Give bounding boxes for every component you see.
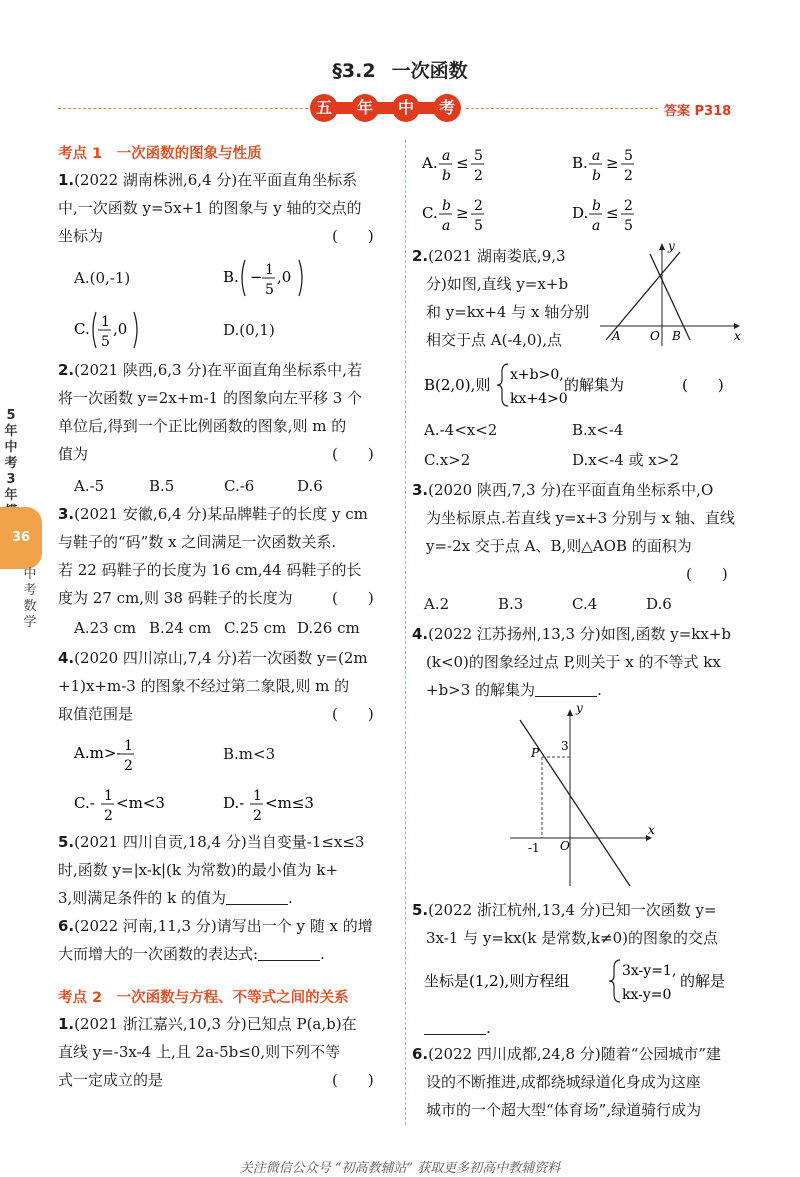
question-line: 单位后,得到一个正比例函数的图象,则 m 的 [58, 417, 347, 435]
option-tail: ,0 [277, 268, 292, 286]
option-b-math [572, 140, 682, 188]
graph-t2-q2 [594, 240, 744, 354]
option-tail: <m≤3 [265, 794, 314, 812]
option-prefix: C. [422, 204, 438, 222]
y-axis-label: y [576, 701, 583, 715]
option-c: C.25 cm [224, 619, 287, 637]
system-brace-icon [497, 364, 508, 406]
fraction-denominator: b [442, 168, 451, 184]
fraction-denominator: 2 [474, 168, 483, 184]
origin-label: O [650, 329, 660, 343]
column-divider [405, 140, 406, 1125]
question-text: (2020 陕西,7,3 分)在平面直角坐标系中,O [428, 481, 714, 499]
question-number: 3. [58, 505, 75, 523]
option-d-math [223, 780, 333, 828]
question-number: 2. [58, 361, 75, 379]
question-line: (k<0)的图象经过点 P,则关于 x 的不等式 kx [426, 653, 721, 671]
question-line: 式一定成立的是 [58, 1071, 164, 1089]
page-number-tab [0, 507, 42, 569]
question-text: B(2,0),则 [424, 376, 491, 394]
answer-bracket: ( ) [332, 1071, 374, 1089]
option-prefix: B. [223, 268, 239, 286]
fraction-denominator: 5 [624, 218, 633, 234]
question-t2-q3 [412, 476, 746, 560]
fraction-denominator: 2 [104, 808, 113, 824]
option-b [572, 140, 682, 192]
question-line: 设的不断推进,成都绕城绿道化身成为这座 [426, 1073, 701, 1091]
question-line: 将一次函数 y=2x+m-1 的图象向左平移 3 个 [58, 389, 363, 407]
fraction-denominator: 5 [474, 218, 483, 234]
left-paren-icon [242, 260, 245, 296]
origin-label: O [560, 839, 570, 853]
answer-bracket: ( ) [686, 565, 728, 583]
option-tail: <m<3 [116, 794, 165, 812]
question-end: . [287, 889, 293, 907]
question-text: 坐标是(1,2),则方程组 [424, 972, 570, 990]
option-a [422, 140, 532, 192]
fraction-denominator: 2 [124, 758, 133, 774]
line-y-kx-plus-b [520, 720, 630, 886]
option-prefix: D. [572, 204, 589, 222]
answer-label: 答案 [664, 104, 691, 119]
banner-char: 年 [351, 94, 379, 122]
option-prefix: A.m>- [74, 744, 122, 762]
answer-blank[interactable] [535, 680, 597, 697]
option-a: A.-4<x<2 [424, 421, 498, 439]
option-c: C.4 [572, 595, 598, 613]
question-text: +b>3 的解集为 [426, 681, 536, 699]
y-value-label: 3 [561, 739, 569, 753]
question-line [412, 896, 746, 924]
question-line [58, 500, 392, 528]
answer-bracket: ( ) [682, 376, 724, 394]
answer-blank[interactable] [424, 1018, 486, 1035]
fraction-denominator: 2 [624, 168, 633, 184]
x-value-label: -1 [528, 841, 540, 855]
option-c [74, 306, 144, 358]
question-end: . [320, 945, 325, 963]
question-line [412, 620, 746, 648]
right-paren-icon [299, 260, 302, 296]
inequality-system [424, 358, 744, 412]
page-number: 36 [11, 530, 31, 545]
fraction-denominator: a [442, 218, 451, 234]
banner-char: 五 [310, 94, 338, 122]
point-a-label: A [612, 329, 621, 343]
relation-sign: ≥ [606, 154, 619, 172]
question-t2-q4 [412, 620, 746, 704]
system-row: kx-y=0 [622, 987, 672, 1003]
system-brace-icon [609, 960, 620, 1002]
question-t2-q2 [412, 242, 592, 354]
fraction-numerator: 2 [624, 198, 633, 214]
fraction-numerator: 1 [265, 262, 274, 278]
line-y-kx-plus-4 [650, 254, 690, 340]
fraction-numerator: 1 [101, 314, 110, 330]
option-a: A.(0,-1) [74, 269, 131, 287]
question-line: 相交于点 A(-4,0),点 [426, 331, 562, 349]
option-c [74, 780, 184, 832]
question-line [58, 1010, 392, 1038]
question-line [58, 356, 392, 384]
question-line: 取值范围是 [58, 705, 134, 723]
option-d [223, 780, 333, 832]
question-line [412, 1040, 746, 1068]
option-prefix: A. [422, 154, 438, 172]
option-d: D.6 [646, 595, 672, 613]
question-t2-q5-system [424, 954, 744, 1012]
question-line: 度为 27 cm,则 38 码鞋子的长度为 [58, 589, 293, 607]
option-prefix: B. [572, 154, 588, 172]
topic1-heading: 考点 1 一次函数的图象与性质 [58, 146, 262, 162]
y-arrow-icon [659, 243, 665, 250]
question-number: 4. [58, 649, 75, 667]
five-year-exam-banner [310, 94, 462, 122]
question-t2-q6 [412, 1040, 746, 1124]
option-b: B.x<-4 [572, 421, 624, 439]
question-line: 若 22 码鞋子的长度为 16 cm,44 码鞋子的长 [58, 561, 362, 579]
question-text: (2021 湖南娄底,9,3 [428, 247, 566, 265]
question-text: (2021 陕西,6,3 分)在平面直角坐标系中,若 [74, 361, 362, 379]
option-d: D.x<-4 或 x>2 [572, 451, 680, 469]
question-line: 和 y=kx+4 与 x 轴分别 [426, 303, 590, 321]
question-text: (2022 江苏扬州,13,3 分)如图,函数 y=kx+b [428, 625, 732, 643]
question-text: 的解集为 [564, 376, 625, 394]
x-axis-label: x [648, 823, 655, 837]
fraction-numerator: 1 [104, 788, 113, 804]
relation-sign: ≤ [456, 154, 469, 172]
option-c-math [74, 780, 184, 828]
minus-sign: − [250, 268, 263, 286]
question-line [412, 476, 746, 504]
question-number: 6. [58, 917, 75, 935]
question-text: (2022 四川成都,24,8 分)随着“公园城市”建 [428, 1045, 722, 1063]
answer-bracket: ( ) [332, 445, 374, 463]
option-b-math [223, 254, 313, 302]
option-a: A.2 [424, 595, 450, 613]
fraction-numerator: 1 [124, 738, 133, 754]
question-text: (2022 湖南株洲,6,4 分)在平面直角坐标系 [74, 171, 358, 189]
system-row: x+b>0, [510, 367, 564, 383]
fraction-numerator: 2 [474, 198, 483, 214]
question-line: 与鞋子的“码”数 x 之间满足一次函数关系. [58, 533, 337, 551]
question-line [58, 912, 392, 940]
question-line: +1)x+m-3 的图象不经过第二象限,则 m 的 [58, 677, 350, 695]
option-c: C.x>2 [424, 451, 471, 469]
fraction-numerator: 5 [624, 148, 633, 164]
answer-bracket: ( ) [332, 589, 374, 607]
question-t2-q2-system [424, 358, 744, 416]
option-prefix: C. [74, 320, 90, 338]
answer-page: P318 [694, 104, 732, 119]
question-text: (2022 浙江杭州,13,4 分)已知一次函数 y= [428, 901, 717, 919]
question-line [58, 828, 392, 856]
section-name: 一次函数 [391, 60, 468, 82]
question-t1-q5 [58, 828, 392, 912]
option-a: A.23 cm [74, 619, 137, 637]
option-prefix: D.- [223, 794, 245, 812]
fraction-denominator: a [592, 218, 601, 234]
option-tail: ,0 [113, 320, 128, 338]
option-c [422, 190, 532, 242]
graph-t2-q4 [506, 700, 666, 894]
option-b: B.3 [498, 595, 524, 613]
option-c-math [422, 190, 532, 238]
section-title [0, 56, 800, 83]
fraction-numerator: a [592, 148, 601, 164]
question-number: 1. [58, 171, 75, 189]
question-line [58, 884, 392, 912]
option-d: D.(0,1) [223, 321, 275, 339]
fraction-numerator: 5 [474, 148, 483, 164]
question-line: y=-2x 交于点 A、B,则△AOB 的面积为 [426, 537, 692, 555]
topic2-heading: 考点 2 一次函数与方程、不等式之间的关系 [58, 990, 349, 1006]
banner-char: 考 [433, 94, 461, 122]
header-divider-left [58, 108, 308, 109]
relation-sign: ≤ [606, 204, 619, 222]
question-text: (2021 安徽,6,4 分)某品牌鞋子的长度 y cm [74, 505, 368, 523]
question-number: 5. [412, 901, 429, 919]
y-axis-label: y [668, 240, 675, 253]
right-paren-icon [134, 312, 137, 348]
option-prefix: C.- [74, 794, 95, 812]
banner-char: 中 [392, 94, 420, 122]
option-b: B.5 [149, 477, 175, 495]
y-arrow-icon [567, 709, 573, 716]
question-text: (2021 四川自贡,18,4 分)当自变量-1≤x≤3 [74, 833, 365, 851]
question-t2-q5 [412, 896, 746, 952]
fraction-denominator: b [592, 168, 601, 184]
fraction-denominator: 2 [253, 808, 262, 824]
question-end: . [597, 681, 602, 699]
question-line: 时,函数 y=|x-k|(k 为常数)的最小值为 k+ [58, 861, 339, 879]
question-number: 3. [412, 481, 429, 499]
graph-lines-ab [594, 240, 744, 350]
subject-label: 中考数学 [23, 567, 37, 630]
fraction-denominator: 5 [101, 334, 110, 350]
question-line: 分)如图,直线 y=x+b [426, 275, 569, 293]
question-t1-q6 [58, 912, 392, 968]
option-b: B.m<3 [223, 745, 276, 763]
question-number: 5. [58, 833, 75, 851]
question-line: 直线 y=-3x-4 上,且 2a-5b≤0,则下列不等 [58, 1043, 341, 1061]
fraction-numerator: a [442, 148, 451, 164]
section-number: §3.2 [332, 60, 376, 82]
question-line [58, 644, 392, 672]
question-line: 坐标为 [58, 227, 104, 245]
question-line [58, 166, 392, 194]
option-a [74, 730, 154, 782]
equation-system [424, 954, 744, 1008]
graph-line-p [506, 700, 666, 890]
option-d: D.26 cm [297, 619, 360, 637]
point-p-label: P [531, 746, 540, 760]
answer-bracket: ( ) [332, 227, 374, 245]
footer-note: 关注微信公众号 “初高教辅站” 获取更多初高中教辅资料 [239, 1161, 561, 1176]
question-line: 值为 [58, 445, 89, 463]
question-text: 3,则满足条件的 k 的值为 [58, 889, 226, 907]
question-number: 6. [412, 1045, 429, 1063]
question-line [412, 242, 592, 270]
answer-reference [664, 100, 731, 119]
question-line: 为坐标原点.若直线 y=x+3 分别与 x 轴、直线 [426, 509, 735, 527]
question-end: . [486, 1019, 491, 1037]
question-line: 城市的一个超大型“体育场”,绿道骑行成为 [426, 1101, 702, 1119]
fraction-numerator: b [442, 198, 451, 214]
question-number: 1. [58, 1015, 75, 1033]
question-text: (2021 浙江嘉兴,10,3 分)已知点 P(a,b)在 [74, 1015, 357, 1033]
question-number: 2. [412, 247, 429, 265]
option-d-math [572, 190, 682, 238]
system-row: 3x-y=1, [622, 963, 677, 979]
question-text: 的解是 [680, 972, 726, 990]
option-d [572, 190, 682, 242]
question-line: 中,一次函数 y=5x+1 的图象与 y 轴的交点的 [58, 199, 362, 217]
option-b: B.24 cm [149, 619, 212, 637]
option-c-math [74, 306, 144, 354]
question-line: 3x-1 与 y=kx(k 是常数,k≠0)的图象的交点 [426, 929, 719, 947]
question-number: 4. [412, 625, 429, 643]
question-text: (2022 河南,11,3 分)请写出一个 y 随 x 的增 [74, 917, 373, 935]
question-text: 大而增大的一次函数的表达式: [58, 945, 259, 963]
option-a: A.-5 [74, 477, 105, 495]
option-d: D.6 [297, 477, 323, 495]
answer-bracket: ( ) [332, 705, 374, 723]
option-b [223, 254, 313, 306]
fraction-numerator: 1 [253, 788, 262, 804]
point-b-label: B [672, 329, 681, 343]
answer-blank[interactable] [226, 888, 288, 905]
question-text: (2020 四川凉山,7,4 分)若一次函数 y=(2m [74, 649, 368, 667]
system-row: kx+4>0 [510, 391, 568, 407]
left-paren-icon [93, 312, 96, 348]
relation-sign: ≥ [456, 204, 469, 222]
answer-blank[interactable] [258, 944, 320, 961]
header-divider-right [466, 108, 658, 109]
option-a-math [422, 140, 532, 188]
fraction-numerator: b [592, 198, 601, 214]
fraction-denominator: 5 [265, 282, 274, 298]
option-c: C.-6 [224, 477, 255, 495]
book-title: 5年中考3年 [4, 408, 18, 503]
x-axis-label: x [734, 329, 741, 343]
option-a-math [74, 730, 154, 778]
question-line [58, 940, 392, 968]
question-t2-q5-answer [424, 1016, 491, 1040]
